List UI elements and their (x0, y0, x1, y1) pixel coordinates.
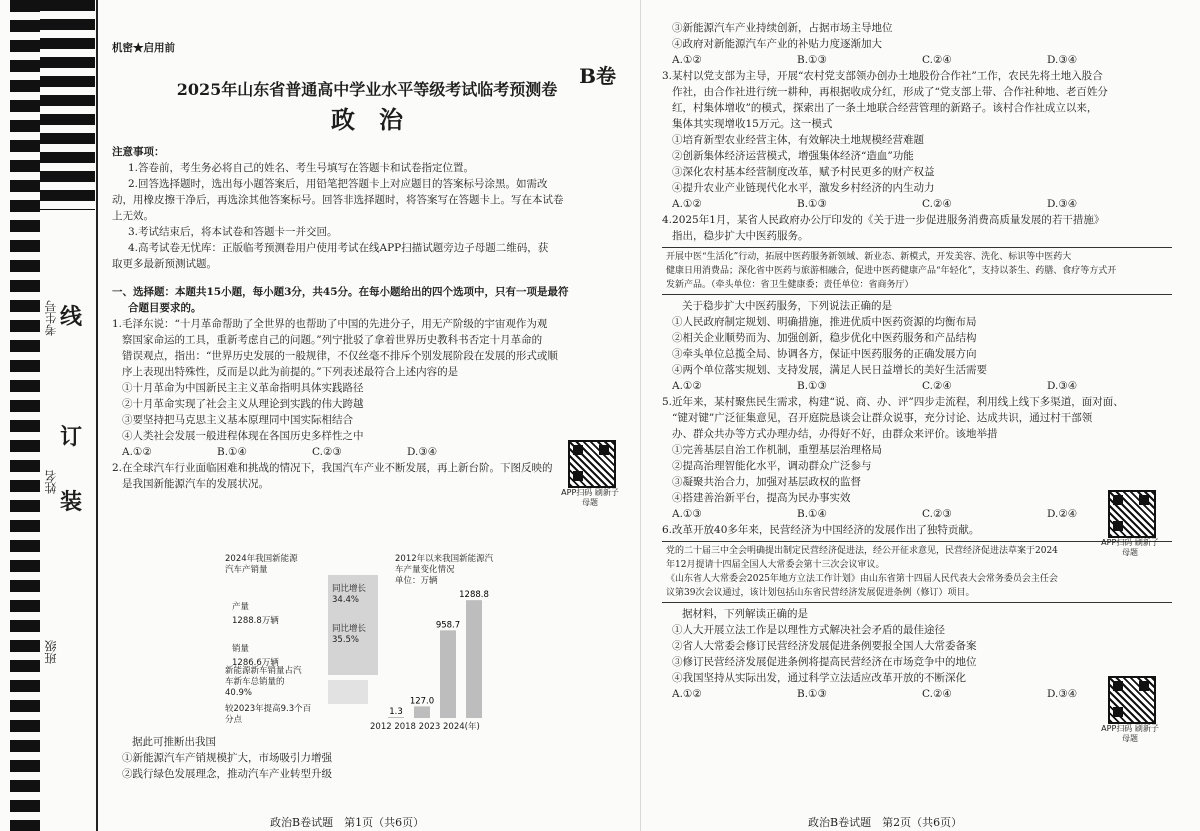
binding-ding-char: 订 (60, 425, 83, 450)
chart-years: 2012 2018 2023 2024(年) (370, 722, 480, 732)
bar-label-2023: 958.7 (435, 620, 461, 631)
q6-material-line: 《山东省人大常委会2025年地方立法工作计划》由山东省第十四届人民代表大会常务委员会主任会 (666, 574, 1058, 584)
q5-line: “键对键”广泛征集意见，召开庭院恳谈会让群众说事，充分讨论、达成共识，通过村干部领 (672, 412, 1093, 424)
option-d: D.③④ (1047, 54, 1078, 66)
share-up: 较2023年提高9.3个百分点 (225, 704, 312, 725)
car-image-placeholder (328, 680, 368, 704)
qr-code-icon[interactable] (1108, 490, 1156, 538)
option-d: D.③④ (1047, 380, 1078, 392)
option-c: C.②④ (922, 54, 952, 66)
option-d: D.②④ (1047, 508, 1078, 520)
q4-line: 指出，稳步扩大中医药服务。 (672, 230, 809, 242)
option-a: A.①② (122, 446, 152, 458)
q5-line: 办、群众共办等方式办理办结，办得好不好，由群众来评价。该地举措 (672, 428, 998, 440)
note-line: 动，用橡皮擦干净后，再选涂其他答案标号。回答非选择题时，将答案写在答题卡上。写在本试卷 (112, 194, 564, 206)
chart-unit: 单位：万辆 (395, 576, 438, 586)
q2-item: ④政府对新能源汽车产业的补贴力度逐渐加大 (672, 38, 882, 50)
option-a: A.①② (672, 380, 702, 392)
option-d: D.③④ (407, 446, 438, 458)
bar-2024 (466, 600, 482, 718)
q2-options (662, 52, 1172, 68)
bar-2018 (414, 706, 430, 718)
q5-line: 5.近年来，某村聚焦民生需求，构建“说、商、办、评”四步走流程，利用线上线下多渠道，面对面、 (662, 396, 1124, 408)
q3-item: ④提升农业产业链现代化水平，激发乡村经济的内生动力 (672, 182, 935, 194)
option-b: B.①③ (797, 380, 827, 392)
qr-code-icon[interactable] (1108, 676, 1156, 724)
q2-tail (112, 734, 622, 782)
bar-label-2024: 1288.8 (459, 590, 489, 601)
q2-line: 2.在全球汽车行业面临困难和挑战的情况下，我国汽车产业不断发展，再上新台阶。下图反映的 (112, 462, 553, 474)
q4-line: 4.2025年1月，某省人民政府办公厅印发的《关于进一步促进服务消费高质量发展的若干措施》 (662, 214, 1105, 226)
q4-item: ③牵头单位总揽全局、协调各方，保证中医药服务的正确发展方向 (672, 348, 977, 360)
binding-stripes-top (40, 0, 95, 210)
q5-item: ①完善基层自治工作机制，重塑基层治理格局 (672, 444, 882, 456)
q6-material-line: 年12月提请十四届全国人大常委会第十三次会议审议。 (666, 560, 885, 570)
q4-ask: 关于稳步扩大中医药服务，下列说法正确的是 (682, 300, 892, 312)
bar-2012 (388, 717, 404, 718)
q6-material-line: 议第39次会议通过，该计划包括山东省民营经济发展促进条例（修订）项目。 (666, 588, 975, 598)
q3-line: 集体其实现增收15万元。这一模式 (672, 118, 833, 130)
section-heading: 一、选择题：本题共15小题，每小题3分，共45分。在每小题给出的四个选项中，只有一项是最符 (112, 286, 569, 298)
option-b: B.①④ (797, 508, 827, 520)
q1-item: ②十月革命实现了社会主义从理论到实践的伟大跨越 (122, 398, 364, 410)
q5-item: ③凝聚共治合力，加强对基层政权的监督 (672, 476, 861, 488)
q6-line: 6.改革开放40多年来，民营经济为中国经济的发展作出了独特贡献。 (662, 524, 980, 536)
q1-line: 察国家命运的工具，重新考虑自己的问题。”列宁批驳了拿着世界历史教科书否定十月革命的 (122, 334, 543, 346)
bar-2023 (440, 630, 456, 718)
secret-label: 机密★启用前 (112, 42, 175, 54)
binding-stripes (10, 0, 40, 831)
qr-caption: APP扫码 刷新子母题 (1101, 724, 1159, 743)
q4-material-box (662, 247, 1172, 295)
q1-item: ①十月革命为中国新民主主义革命指明具体实践路径 (122, 382, 364, 394)
q4-material-line: 发新产品。（牵头单位：省卫生健康委；责任单位：省商务厅） (666, 280, 914, 290)
section-heading-cont: 合题目要求的。 (128, 302, 202, 314)
q3-item: ①培育新型农业经营主体，有效解决土地规模经营难题 (672, 134, 924, 146)
option-c: C.②④ (922, 688, 952, 700)
right-content (662, 20, 1172, 702)
option-a: A.①② (672, 54, 702, 66)
q6-material-line: 党的二十届三中全会明确提出制定民营经济促进法，经公开征求意见，民营经济促进法草案于2024 (666, 546, 1058, 556)
q5-options (662, 506, 1172, 522)
q3-options (662, 196, 1172, 212)
option-b: B.①③ (797, 54, 827, 66)
note-line: 取更多最新预测试题。 (112, 258, 217, 270)
note-line: 3.考试结束后，将本试卷和答题卡一并交回。 (128, 226, 338, 238)
seat-number-label: 考生号 (44, 300, 58, 336)
q6-material-box (662, 541, 1172, 603)
q2-item: ③新能源汽车产业持续创新，占据市场主导地位 (672, 22, 893, 34)
q4-item: ②相关企业顺势而为、加强创新，稳步优化中医药服务和产品结构 (672, 332, 977, 344)
nev-chart (220, 550, 520, 730)
option-d: D.③④ (1047, 198, 1078, 210)
subject-title: 政 治 (331, 105, 403, 134)
q3-item: ③深化农村基本经营制度改革，赋予村民更多的财产权益 (672, 166, 935, 178)
q6-item: ①人大开展立法工作是以理性方式解决社会矛盾的最佳途径 (672, 624, 945, 636)
notes-title: 注意事项： (112, 146, 165, 158)
q2-item: ①新能源汽车产销规模扩大，市场吸引力增强 (122, 752, 332, 764)
q3-item: ②创新集体经济运营模式，增强集体经济“造血”功能 (672, 150, 914, 162)
chart-left-title: 2024年我国新能源汽车产销量 (225, 554, 298, 575)
qr-caption: APP扫码 刷新子母题 (561, 488, 619, 507)
q6-options (662, 686, 1172, 702)
binding-line (96, 0, 98, 831)
q1-line: 错误观点，指出：“世界历史发展的一般规律，不仅丝毫不排斥个别发展阶段在发展的形式或顺 (122, 350, 558, 362)
note-line: 2.回答选择题时，选出每小题答案后，用铅笔把答题卡上对应题目的答案标号涂黑。如需改 (128, 178, 548, 190)
q1-options (112, 444, 502, 460)
binding-zhuang-char: 装 (60, 490, 83, 515)
version-label: B卷 (579, 64, 616, 88)
q2-line: 是我国新能源汽车的发展状况。 (122, 478, 269, 490)
option-c: C.②③ (922, 508, 952, 520)
q5-item: ②提高治理智能化水平，调动群众广泛参与 (672, 460, 872, 472)
option-b: B.①③ (797, 688, 827, 700)
prod-label: 产量 (232, 602, 250, 612)
q4-material-line: 健康日用消费品；深化省中医药与旅游相融合，促进中医药健康产品“年轻化”，支持以茶生、药膳、食疗等方式开 (666, 266, 1117, 276)
share-text: 新能源新车销量占汽车新车总销量的40.9% (225, 666, 302, 698)
right-footer: 政治B卷试题 第2页（共6页） (808, 816, 963, 829)
prod-growth: 同比增长34.4% (332, 584, 367, 605)
prod-value: 1288.8万辆 (232, 616, 279, 626)
sales-growth: 同比增长35.5% (332, 624, 367, 645)
qr-code-icon[interactable] (568, 440, 616, 488)
name-label: 姓名 (44, 470, 58, 494)
bar-label-2018: 127.0 (409, 696, 435, 707)
binding-line-char: 线 (60, 305, 83, 330)
option-c: C.②④ (922, 198, 952, 210)
chart-right-title: 2012年以来我国新能源汽车产量变化情况 (395, 554, 494, 575)
q1-line: 序上表现出特殊性，反而是以此为前提的。”下列表述最符合上述内容的是 (122, 366, 459, 378)
bar-chart-svg (370, 550, 500, 725)
q1-line: 1.毛泽东说：“十月革命帮助了全世界的也帮助了中国的先进分子，用无产阶级的宇宙观作为观 (112, 318, 548, 330)
note-line: 上无效。 (112, 210, 154, 222)
q2-item: ②践行绿色发展理念，推动汽车产业转型升级 (122, 768, 332, 780)
option-a: A.①② (672, 198, 702, 210)
option-d: D.③④ (1047, 688, 1078, 700)
q3-line: 3.某村以党支部为主导，开展“农村党支部领办创办土地股份合作社”工作，农民先将土地入股合 (662, 70, 1103, 82)
q6-item: ④我国坚持从实际出发，通过科学立法适应改革开放的不断深化 (672, 672, 966, 684)
note-line: 1.答卷前，考生务必将自己的姓名、考生号填写在答题卡和试卷指定位置。 (128, 162, 475, 174)
q6-item: ②省人大常委会修订民营经济发展促进条例要报全国人大常委备案 (672, 640, 977, 652)
option-c: C.②④ (922, 380, 952, 392)
qr-caption: APP扫码 刷新子母题 (1101, 538, 1159, 557)
q4-item: ④两个单位落实规划、支持发展，满足人民日益增长的美好生活需要 (672, 364, 987, 376)
option-a: A.①③ (672, 508, 702, 520)
q1-item: ③要坚持把马克思主义基本原理同中国实际相结合 (122, 414, 353, 426)
option-c: C.②③ (312, 446, 342, 458)
option-b: B.①④ (217, 446, 247, 458)
q4-options (662, 378, 1172, 394)
q3-line: 红，村集体增收”的模式，探索出了一条土地联合经营管理的新路子。该村合作社成立以来， (672, 102, 1098, 114)
sales-value: 1286.6万辆 (232, 658, 279, 668)
q5-item: ④搭建善治新平台，提高为民办事实效 (672, 492, 851, 504)
left-content (112, 40, 622, 492)
left-footer: 政治B卷试题 第1页（共6页） (270, 816, 425, 829)
q1-item: ④人类社会发展一般进程体现在各国历史多样性之中 (122, 430, 364, 442)
note-line: 4.高考试卷无忧库：正版临考预测卷用户使用考试在线APP扫描试题旁边子母题二维码，获 (128, 242, 549, 254)
q2-ask: 据此可推断出我国 (132, 736, 216, 748)
exam-title: 2025年山东省普通高中学业水平等级考试临考预测卷 (176, 80, 558, 99)
q4-material-line: 开展中医“生活化”行动，拓展中医药服务新领域、新业态、新模式，开发美容、洗化、标识等中医药大 (666, 252, 1072, 262)
sales-label: 销量 (232, 644, 250, 654)
option-a: A.①② (672, 688, 702, 700)
bar-label-2012: 1.3 (389, 707, 403, 717)
q3-line: 作社，由合作社进行统一耕种，再根据收成分红，形成了“党支部上带、合作社种地、老百姓分 (672, 86, 1108, 98)
q6-ask: 据材料，下列解读正确的是 (682, 608, 808, 620)
q6-item: ③修订民营经济发展促进条例将提高民营经济在市场竞争中的地位 (672, 656, 977, 668)
class-label: 班级 (44, 640, 58, 664)
option-b: B.①③ (797, 198, 827, 210)
q4-item: ①人民政府制定规划、明确措施，推进优质中医药资源的均衡布局 (672, 316, 977, 328)
